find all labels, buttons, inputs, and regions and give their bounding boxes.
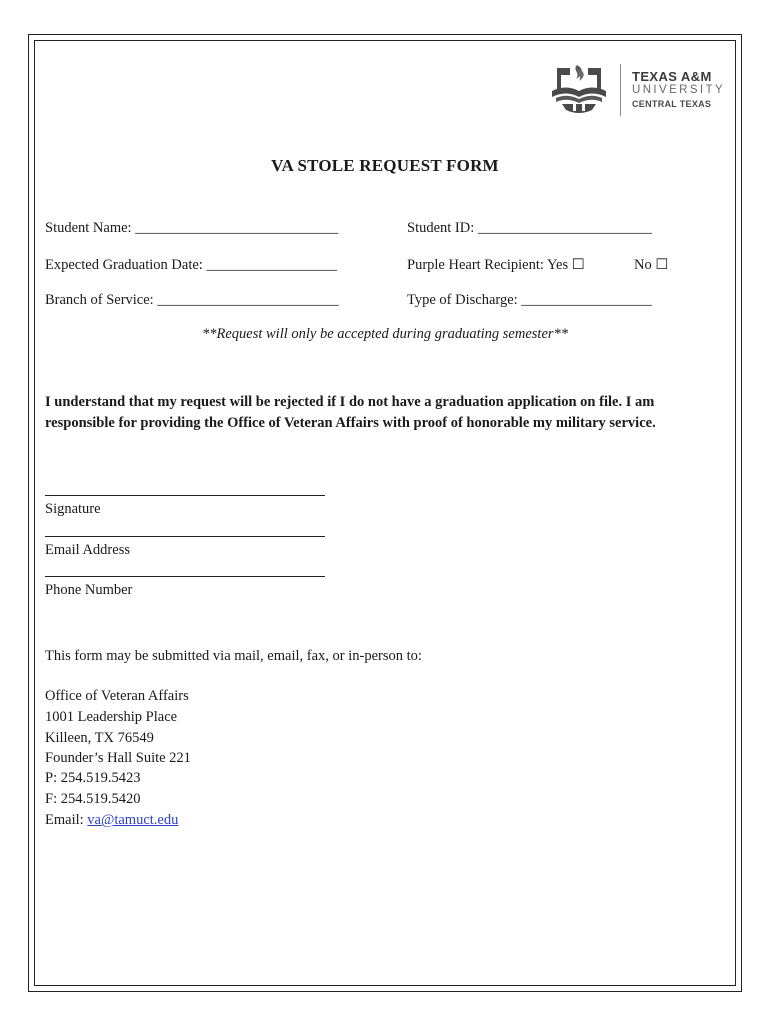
office-name: Office of Veteran Affairs [45, 688, 189, 704]
acknowledgement-line-2: responsible for providing the Office of Veteran Affairs with proof of honorable my military service. [45, 415, 656, 431]
type-of-discharge-blank[interactable]: __________________ [521, 292, 652, 308]
purple-heart-label: Purple Heart Recipient: [407, 257, 544, 273]
student-name-blank[interactable]: ____________________________ [135, 220, 339, 236]
university-logo [548, 64, 726, 116]
form-title: VA STOLE REQUEST FORM [271, 156, 499, 175]
branch-of-service-label: Branch of Service: [45, 292, 154, 308]
type-of-discharge-label: Type of Discharge: [407, 292, 518, 308]
signature-label: Signature [45, 501, 101, 517]
graduation-date-label: Expected Graduation Date: [45, 257, 203, 273]
acknowledgement-line-1: I understand that my request will be rejected if I do not have a graduation application on file. I am [45, 394, 655, 410]
student-id-label: Student ID: [407, 220, 475, 236]
email-address-line[interactable] [45, 536, 325, 537]
branch-of-service-field[interactable] [45, 292, 339, 309]
signature-line[interactable] [45, 495, 325, 496]
type-of-discharge-field[interactable] [407, 292, 652, 309]
purple-heart-yes-label: Yes [547, 257, 569, 273]
logo-divider [620, 64, 621, 116]
student-name-field[interactable] [45, 220, 338, 237]
university-emblem-icon [548, 64, 610, 116]
logo-line-2: UNIVERSITY [632, 84, 726, 96]
phone-number-label: Phone Number [45, 582, 133, 598]
email-link[interactable]: va@tamuct.edu [87, 812, 179, 828]
logo-line-3: CENTRAL TEXAS [632, 99, 712, 109]
purple-heart-no-option[interactable] [634, 257, 668, 274]
page-border-inner [34, 40, 736, 986]
branch-of-service-blank[interactable]: _________________________ [157, 292, 339, 308]
email-contact [45, 812, 178, 829]
email-prefix: Email: [45, 812, 84, 828]
student-id-field[interactable] [407, 220, 652, 237]
purple-heart-no-label: No [634, 257, 652, 273]
purple-heart-field [407, 257, 585, 274]
graduation-date-field[interactable] [45, 257, 337, 274]
fax-number: F: 254.519.5420 [45, 791, 141, 807]
phone-number-line[interactable] [45, 576, 325, 577]
street-address: 1001 Leadership Place [45, 709, 178, 725]
logo-line-1: TEXAS A&M [632, 69, 712, 84]
city-state-zip: Killeen, TX 76549 [45, 730, 154, 746]
purple-heart-yes-checkbox[interactable]: ☐ [571, 257, 585, 273]
acknowledgement-statement [45, 392, 725, 434]
building-suite: Founder’s Hall Suite 221 [45, 750, 191, 766]
phone-number: P: 254.519.5423 [45, 770, 141, 786]
student-id-blank[interactable]: ________________________ [477, 220, 652, 236]
submission-intro: This form may be submitted via mail, email, fax, or in-person to: [45, 648, 422, 664]
student-name-label: Student Name: [45, 220, 132, 236]
graduation-date-blank[interactable]: __________________ [206, 257, 337, 273]
graduating-semester-notice: **Request will only be accepted during graduating semester** [201, 326, 569, 342]
purple-heart-no-checkbox[interactable]: ☐ [655, 257, 669, 273]
email-address-label: Email Address [45, 542, 130, 558]
